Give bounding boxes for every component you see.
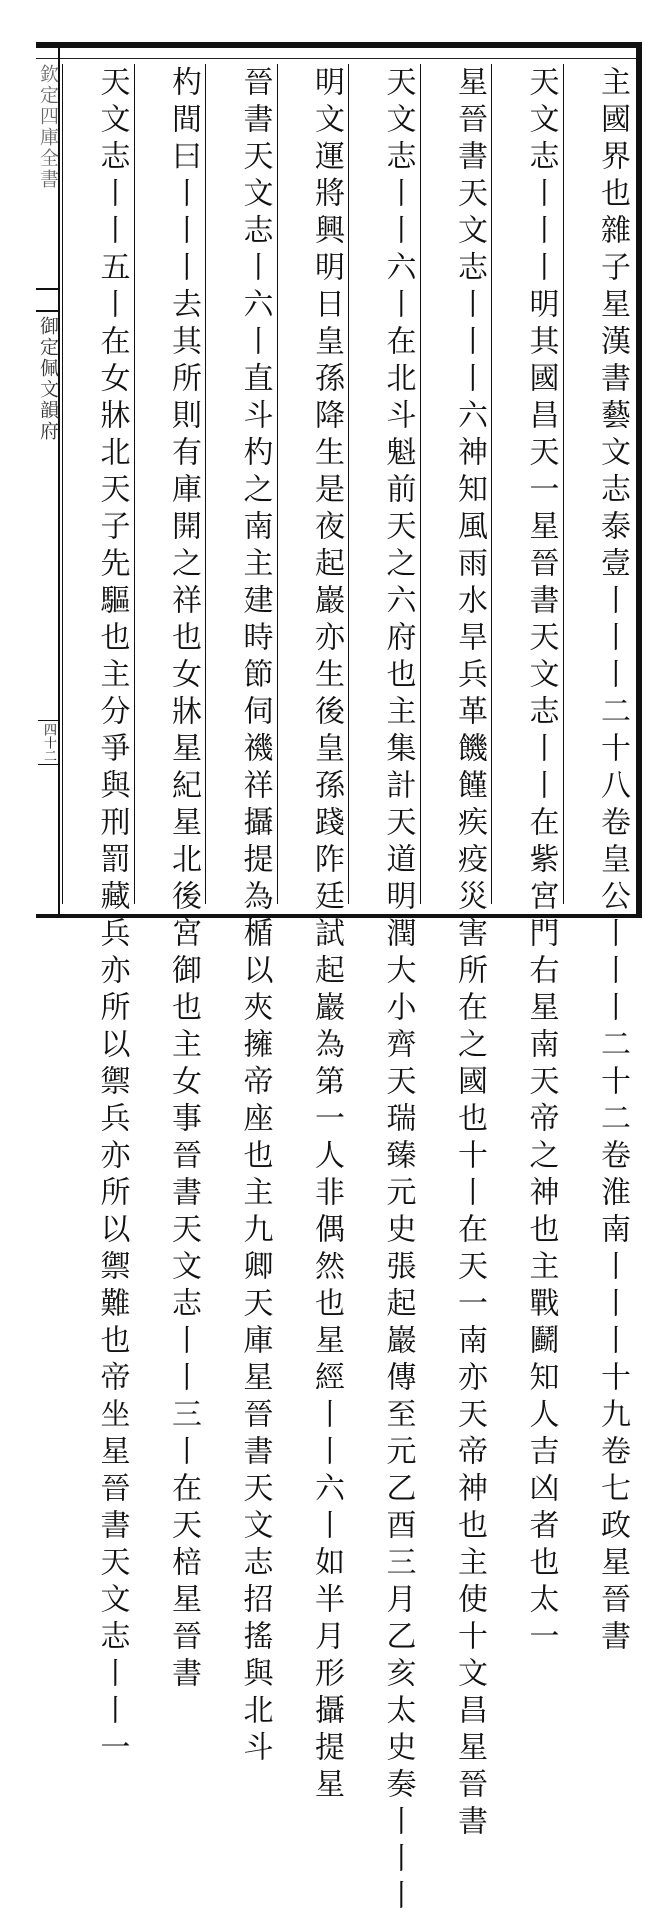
column-text: 主國界也雜子星漢書藝文志泰壹丨丨丨二十八卷皇公丨丨丨二十二卷淮南丨丨丨十九卷七政星晉書 (595, 66, 630, 1657)
text-column-7 (134, 64, 206, 1694)
book-title: 欽定四庫全書 (37, 64, 59, 190)
column-text: 天文志丨丨五丨在女牀北天子先驅也主分爭與刑罰藏兵亦所以禦兵亦所以禦難也帝坐星晉書天文志丨丨一 (94, 66, 130, 1768)
volume-title: 御定佩文韻府 (37, 316, 59, 442)
text-column-4 (348, 64, 420, 1916)
text-column-6 (205, 64, 277, 1768)
page-number: 四十二 (38, 720, 58, 765)
text-column-1 (563, 64, 635, 1657)
column-text: 晉書天文志丨六丨直斗杓之南主建時節伺禨祥攝提為楯以夾擁帝座也主九卿天庫星晉書天文志招搖與北斗 (237, 66, 273, 1768)
column-text: 明文運將興明日皇孫降生是夜起巖亦生後皇孫踐阼廷試起巖為第一人非偶然也星經丨丨六丨如半月形攝提星 (309, 66, 344, 1805)
text-column-2 (491, 64, 563, 1657)
text-column-5 (277, 64, 349, 1805)
column-text: 天文志丨丨丨明其國昌天一星晉書天文志丨丨在紫宮門右星南天帝之神也主戰鬬知人吉凶者也太一 (523, 66, 559, 1657)
text-column-3 (420, 64, 492, 1842)
text-column-8 (62, 64, 134, 1768)
gutter-divider (36, 288, 60, 312)
column-text: 星晉書天文志丨丨丨六神知風雨水旱兵革饑饉疾疫災害所在之國也十丨在天一南亦天帝神也主使十文昌星晉書 (452, 66, 487, 1842)
column-text: 天文志丨丨六丨在北斗魁前天之六府也主集計天道明潤大小齊天瑞臻元史張起巖傳至元乙酉三月乙亥太史奏丨丨丨 (380, 66, 416, 1916)
frame-inner-rule (36, 58, 636, 59)
column-text: 杓間曰丨丨丨去其所則有庫開之祥也女牀星紀星北後宮御也主女事晉書天文志丨丨三丨在天棓星晉書 (166, 66, 201, 1694)
